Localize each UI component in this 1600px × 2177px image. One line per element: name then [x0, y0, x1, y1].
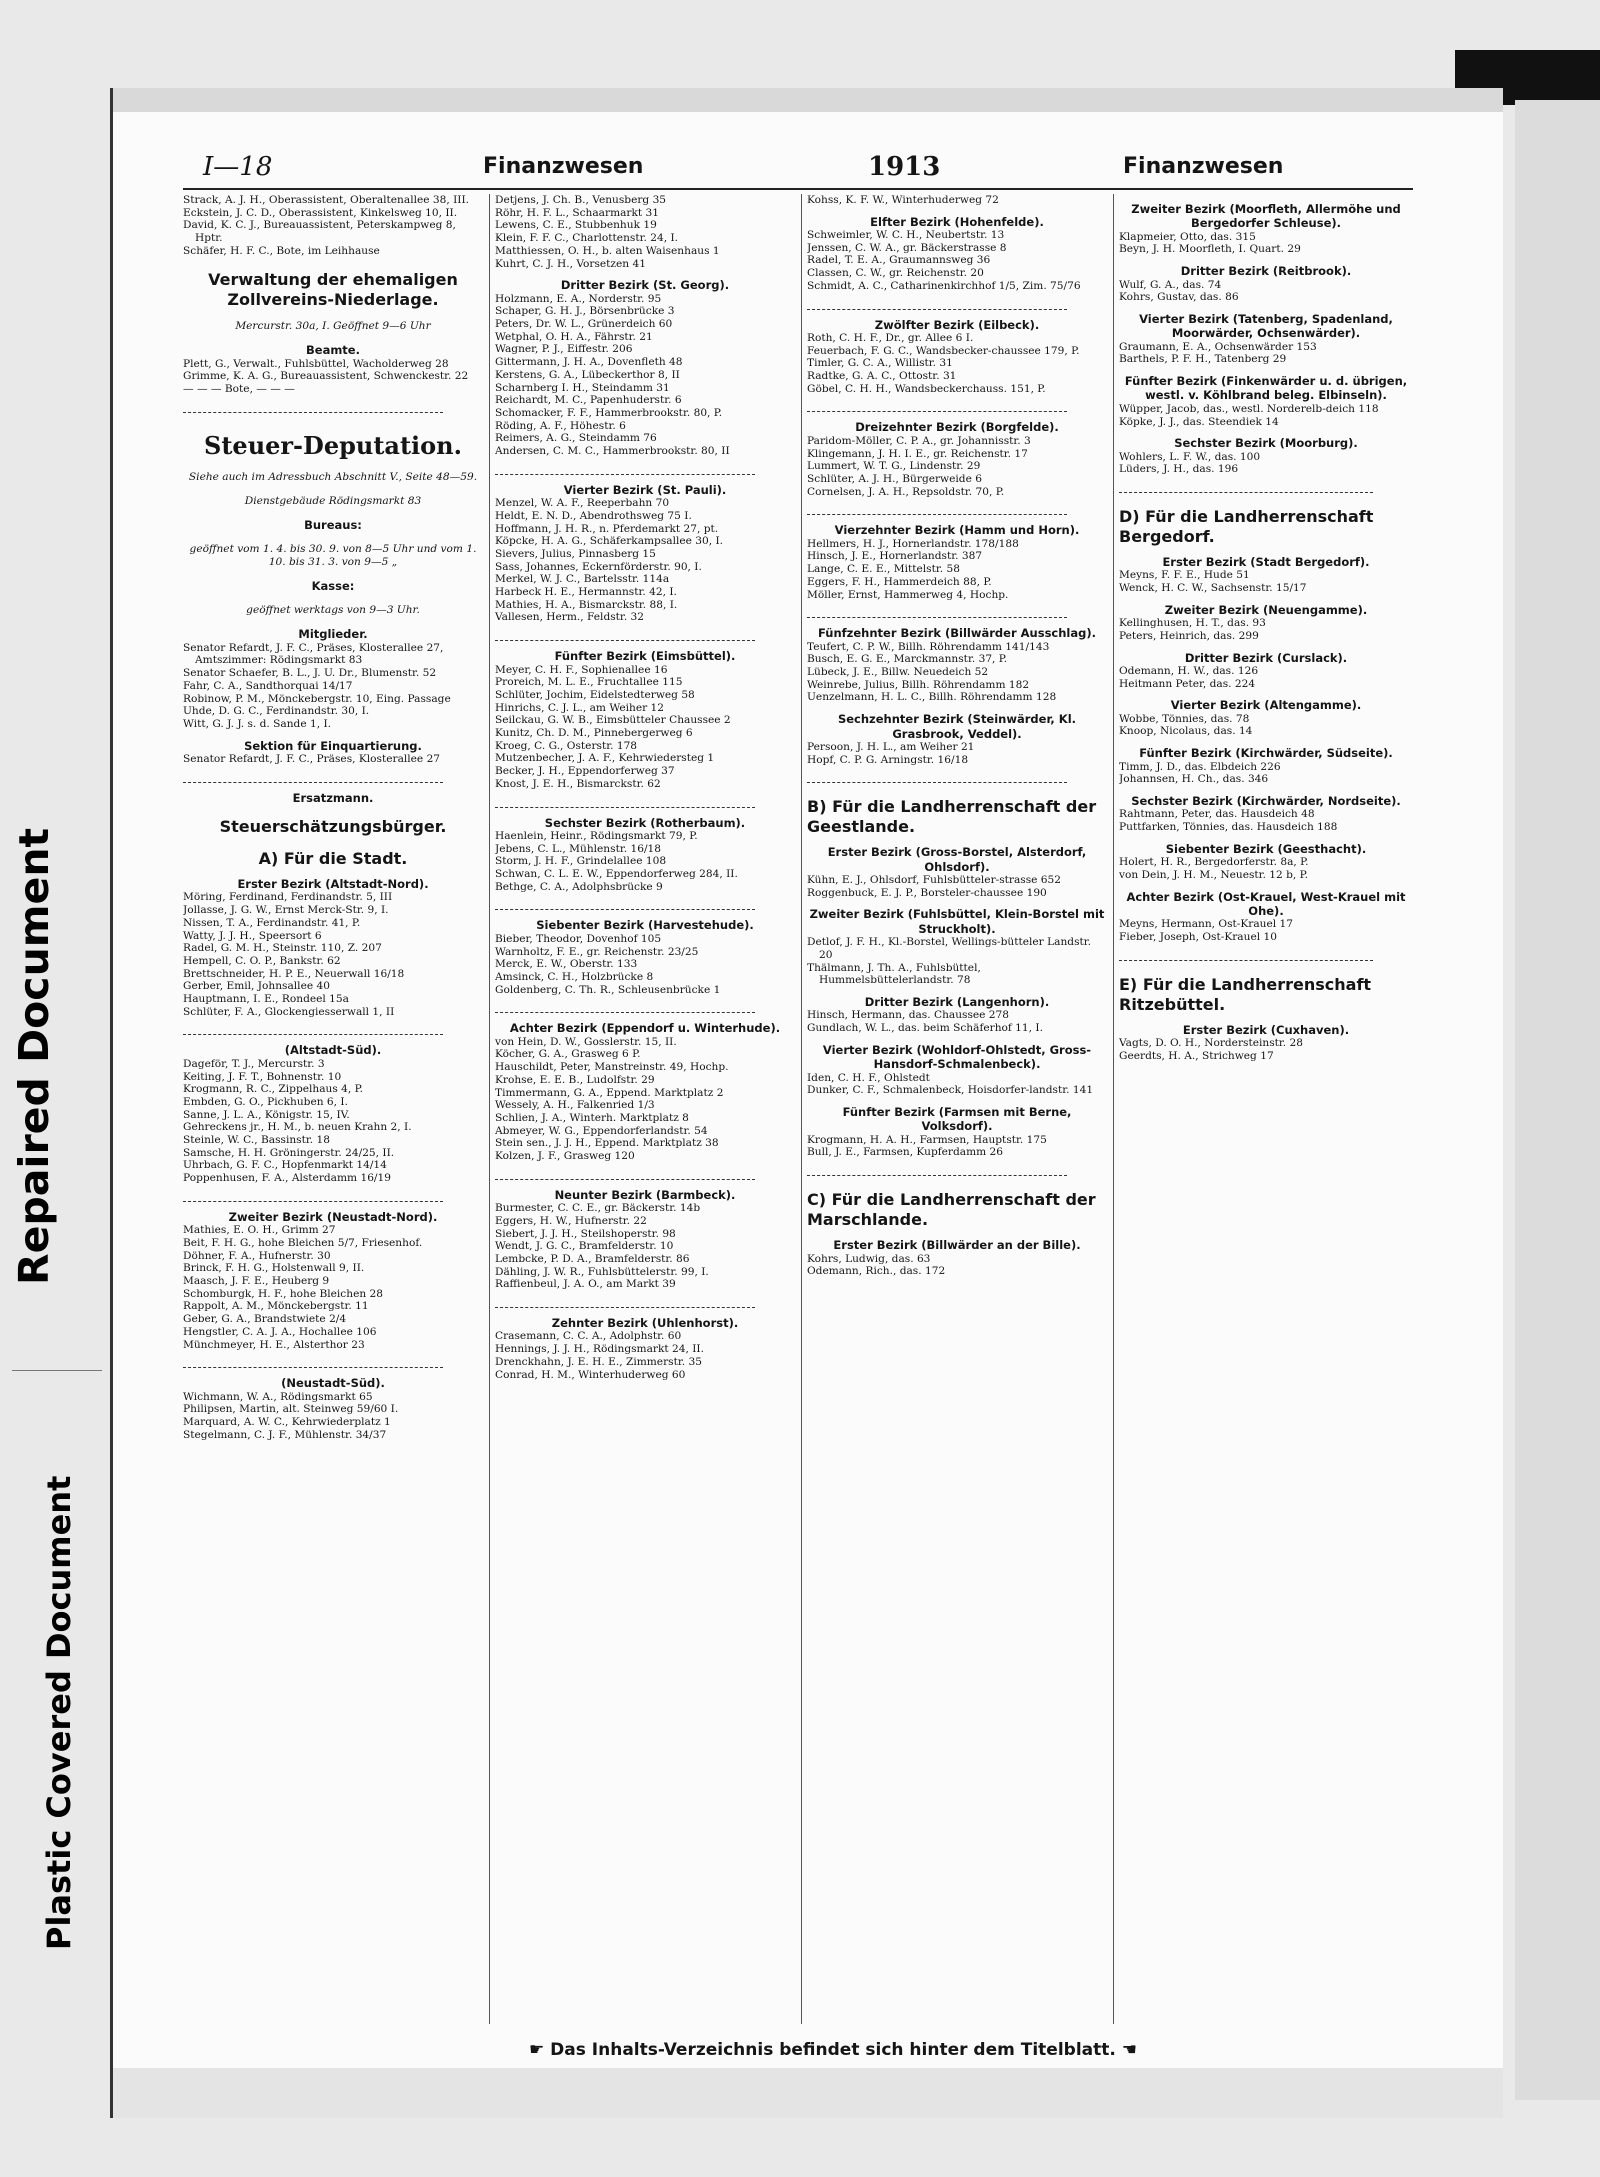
entry: Mathies, H. A., Bismarckstr. 88, I.: [495, 598, 678, 611]
entry: Keiting, J. F. T., Bohnenstr. 10: [183, 1070, 342, 1083]
entry: Sievers, Julius, Pinnasberg 15: [495, 547, 656, 560]
entry: Sass, Johannes, Eckernförderstr. 90, I.: [495, 560, 702, 573]
entry: Drenckhahn, J. E. H. E., Zimmerstr. 35: [495, 1355, 702, 1368]
entry: Beyn, J. H. Moorfleth, I. Quart. 29: [1119, 243, 1301, 256]
entry: Cornelsen, J. A. H., Repsoldstr. 70, P.: [807, 485, 1005, 498]
entry: Senator Refardt, J. F. C., Präses, Klosterallee 27: [183, 752, 441, 765]
entry: David, K. C. J., Bureauassistent, Peterskampweg 8, Hptr.: [183, 219, 456, 245]
district-heading: Vierter Bezirk (St. Pauli).: [563, 482, 727, 497]
entry: Wendt, J. G. C., Bramfelderstr. 10: [495, 1240, 674, 1253]
district-heading: Zweiter Bezirk (Moorfleth, Allermöhe und Bergedorfer Schleuse).: [1131, 202, 1401, 231]
entry: Köpke, J. J., das. Steendiek 14: [1119, 415, 1279, 428]
entry: Geber, G. A., Brandstwiete 2/4: [183, 1313, 347, 1326]
district-heading: Dritter Bezirk (Curslack).: [1184, 650, 1348, 665]
entry: Marquard, A. W. C., Kehrwiederplatz 1: [183, 1416, 391, 1429]
page-number: I—18: [203, 152, 273, 182]
entry: Matthiessen, O. H., b. alten Waisenhaus 1: [495, 244, 720, 257]
entry: Jebens, C. L., Mühlenstr. 16/18: [495, 842, 661, 855]
entry: Kroeg, C. G., Osterstr. 178: [495, 739, 638, 752]
column-3: [807, 194, 1107, 2024]
district-heading: Zehnter Bezirk (Uhlenhorst).: [551, 1316, 739, 1331]
entry: Münchmeyer, H. E., Alsterthor 23: [183, 1338, 365, 1351]
district-heading: Zweiter Bezirk (Neuengamme).: [1164, 602, 1368, 617]
entry: Johannsen, H. Ch., das. 346: [1119, 773, 1269, 786]
district-heading: Siebenter Bezirk (Geesthacht).: [1165, 841, 1367, 856]
page-year: 1913: [868, 152, 941, 182]
entry: Timmermann, G. A., Eppend. Marktplatz 2: [495, 1086, 724, 1099]
entry: Peters, Dr. W. L., Grünerdeich 60: [495, 318, 673, 330]
entry: Schäfer, H. F. C., Bote, im Leihhause: [183, 244, 380, 257]
entry: Embden, G. O., Pickhuben 6, I.: [183, 1095, 348, 1108]
district-heading: Erster Bezirk (Gross-Borstel, Alsterdorf, Ohlsdorf).: [827, 845, 1087, 874]
dash-separator: [183, 768, 443, 783]
entry: Gundlach, W. L., das. beim Schäferhof 11, I.: [807, 1022, 1043, 1035]
district-heading: Dritter Bezirk (Langenhorn).: [864, 995, 1050, 1010]
office-address: Dienstgebäude Rödingsmarkt 83: [244, 494, 422, 507]
dash-separator: [807, 1161, 1067, 1176]
subheading: Beamte.: [306, 343, 360, 358]
entry: Schmidt, A. C., Catharinenkirchhof 1/5, Zim. 75/76: [807, 279, 1081, 292]
entry: Bieber, Theodor, Dovenhof 105: [495, 932, 662, 945]
entry: Mathies, E. O. H., Grimm 27: [183, 1224, 336, 1237]
entry: Lummert, W. T. G., Lindenstr. 29: [807, 460, 981, 473]
entry: Köcher, G. A., Grasweg 6 P.: [495, 1048, 641, 1061]
dash-separator: [183, 1187, 443, 1202]
district-heading: Achter Bezirk (Eppendorf u. Winterhude).: [509, 1021, 781, 1036]
entry: Schaper, G. H. J., Börsenbrücke 3: [495, 305, 675, 318]
entry: von Dein, J. H. M., Neuestr. 12 b, P.: [1119, 868, 1309, 881]
entry: Detjens, J. Ch. B., Venusberg 35: [495, 194, 667, 206]
entry: Hinsch, Hermann, das. Chaussee 278: [807, 1009, 1010, 1022]
entry: Lembcke, P. D. A., Bramfelderstr. 86: [495, 1252, 690, 1265]
district-heading: Fünfter Bezirk (Farmsen mit Berne, Volksdorf).: [842, 1104, 1072, 1134]
entry: Maasch, J. F. E., Heuberg 9: [183, 1275, 330, 1288]
entry: Graumann, E. A., Ochsenwärder 153: [1119, 340, 1317, 353]
subheading: Ersatzmann.: [292, 790, 374, 805]
dash-separator: [495, 793, 755, 808]
district-heading: (Altstadt-Süd).: [284, 1043, 382, 1058]
dash-separator: [807, 500, 1067, 515]
district-heading: Fünfter Bezirk (Kirchwärder, Südseite).: [1139, 746, 1393, 761]
entry: Plett, G., Verwalt., Fuhlsbüttel, Wacholderweg 28: [183, 357, 449, 370]
section-heading: B) Für die Landherrenschaft der Geestlande.: [807, 797, 1097, 837]
district-heading: Dritter Bezirk (Reitbrook).: [1180, 264, 1352, 279]
entry: Poppenhusen, F. A., Alsterdamm 16/19: [183, 1172, 391, 1185]
entry: Merkel, W. J. C., Bartelsstr. 114a: [495, 573, 670, 586]
entry: Kunitz, Ch. D. M., Pinnebergerweg 6: [495, 727, 693, 740]
dash-separator: [807, 397, 1067, 412]
dash-separator: [495, 998, 755, 1013]
district-heading: Erster Bezirk (Stadt Bergedorf).: [1162, 555, 1370, 570]
section-title-left: Finanzwesen: [483, 154, 644, 179]
entry: — — — Bote, — — —: [183, 383, 295, 396]
entry: Nissen, T. A., Ferdinandstr. 41, P.: [183, 916, 361, 929]
entry: Schweimler, W. C. H., Neubertstr. 13: [807, 229, 1005, 242]
entry: Scharnberg I. H., Steindamm 31: [495, 381, 670, 394]
entry: Lübeck, J. E., Billw. Neuedeich 52: [807, 666, 989, 679]
district-heading: Vierzehnter Bezirk (Hamm und Horn).: [834, 523, 1080, 538]
office-hours: geöffnet werktags von 9—3 Uhr.: [246, 604, 420, 617]
district-heading: Zweiter Bezirk (Neustadt-Nord).: [228, 1209, 438, 1224]
entry: Weinrebe, Julius, Billh. Röhrendamm 182: [807, 678, 1030, 691]
entry: Knoop, Nicolaus, das. 14: [1119, 725, 1253, 738]
entry: Fieber, Joseph, Ost-Krauel 10: [1119, 930, 1277, 943]
entry: Klingemann, J. H. I. E., gr. Reichenstr. 17: [807, 447, 1028, 460]
reference-note: Siehe auch im Adressbuch Abschnitt V., Seite 48—59.: [188, 471, 478, 484]
entry: Witt, G. J. J. s. d. Sande 1, I.: [183, 717, 332, 730]
entry: Bull, J. E., Farmsen, Kupferdamm 26: [807, 1146, 1004, 1159]
entry: Philipsen, Martin, alt. Steinweg 59/60 I.: [183, 1403, 399, 1416]
entry: Krogmann, H. A. H., Farmsen, Hauptstr. 175: [807, 1133, 1047, 1146]
entry: Klein, F. F. C., Charlottenstr. 24, I.: [495, 232, 678, 245]
entry: Goldenberg, C. Th. R., Schleusenbrücke 1: [495, 983, 721, 996]
dash-separator: [1119, 478, 1373, 493]
entry: Meyns, F. F. E., Hude 51: [1119, 569, 1250, 582]
entry: Schomburgk, H. F., hohe Bleichen 28: [183, 1287, 384, 1300]
side-label-divider: [12, 1370, 102, 1371]
district-heading: Erster Bezirk (Billwärder an der Bille).: [833, 1238, 1081, 1253]
entry: Gittermann, J. H. A., Dovenfleth 48: [495, 356, 683, 369]
entry: Hennings, J. J. H., Rödingsmarkt 24, II.: [495, 1343, 704, 1356]
entry: Wohlers, L. F. W., das. 100: [1119, 450, 1261, 463]
entry: Wichmann, W. A., Rödingsmarkt 65: [183, 1390, 373, 1403]
entry: Hempell, C. O. P., Bankstr. 62: [183, 954, 341, 967]
entry: Röhr, H. F. L., Schaarmarkt 31: [495, 206, 660, 219]
entry: Eggers, F. H., Hammerdeich 88, P.: [807, 575, 992, 588]
subheading: Bureaus:: [304, 518, 362, 533]
entry: Köpcke, H. A. G., Schäferkampsallee 30, I.: [495, 535, 724, 548]
entry: Amsinck, C. H., Holzbrücke 8: [495, 970, 654, 983]
entry: Jenssen, C. W. A., gr. Bäckerstrasse 8: [807, 241, 1007, 254]
entry: Wobbe, Tönnies, das. 78: [1119, 712, 1250, 725]
entry: Hauschildt, Peter, Manstreinstr. 49, Hochp.: [495, 1061, 729, 1074]
entry: Reichardt, M. C., Papenhuderstr. 6: [495, 394, 682, 407]
repaired-document-label: Repaired Document: [10, 827, 58, 1285]
entry: Kohrs, Ludwig, das. 63: [807, 1252, 931, 1265]
entry: Lange, C. E. E., Mittelstr. 58: [807, 563, 960, 576]
dash-separator: [807, 295, 1067, 310]
entry: Peters, Heinrich, das. 299: [1119, 629, 1259, 642]
index-note: ☛ Das Inhalts-Verzeichnis befindet sich hinter dem Titelblatt. ☚: [529, 2040, 1137, 2060]
entry: Lüders, J. H., das. 196: [1119, 463, 1239, 476]
district-heading: Zweiter Bezirk (Fuhlsbüttel, Klein-Borstel mit Struckholt).: [809, 907, 1105, 936]
entry: Gehreckens jr., H. M., b. neuen Krahn 2, I.: [183, 1121, 412, 1134]
scan-right-strip: [1515, 100, 1600, 2100]
district-heading: Vierter Bezirk (Tatenberg, Spadenland, Moorwärder, Ochsenwärder).: [1139, 311, 1393, 341]
entry: Roth, C. H. F., Dr., gr. Allee 6 I.: [807, 331, 974, 344]
entry: Jollasse, J. G. W., Ernst Merck-Str. 9, I.: [183, 904, 389, 917]
entry: Burmester, C. C. E., gr. Bäckerstr. 14b: [495, 1202, 701, 1215]
district-heading: Erster Bezirk (Cuxhaven).: [1182, 1022, 1350, 1037]
entry: Vallesen, Herm., Feldstr. 32: [495, 611, 645, 624]
district-heading: Dreizehnter Bezirk (Borgfelde).: [855, 420, 1059, 435]
section-heading: E) Für die Landherrenschaft Ritzebüttel.: [1119, 974, 1372, 1014]
entry: Brettschneider, H. P. E., Neuerwall 16/18: [183, 967, 405, 980]
entry: Steinle, W. C., Bassinstr. 18: [183, 1134, 330, 1147]
entry: Kohrs, Gustav, das. 86: [1119, 291, 1239, 304]
entry: Sanne, J. L. A., Königstr. 15, IV.: [183, 1108, 350, 1121]
entry: Strack, A. J. H., Oberassistent, Oberaltenallee 38, III.: [183, 194, 470, 206]
column-4: [1119, 194, 1413, 2024]
entry: Gerber, Emil, Johnsallee 40: [183, 980, 330, 993]
entry: Senator Schaefer, B. L., J. U. Dr., Blumenstr. 52: [183, 667, 437, 680]
entry: Iden, C. H. F., Ohlstedt: [807, 1071, 930, 1084]
entry: Schlüter, Jochim, Eidelstedterweg 58: [495, 688, 695, 701]
entry: Fahr, C. A., Sandthorquai 14/17: [183, 679, 353, 692]
column-1: [183, 194, 483, 2024]
district-heading: (Neustadt-Süd).: [281, 1376, 385, 1391]
entry: Meyns, Hermann, Ost-Krauel 17: [1119, 918, 1293, 931]
district-heading: Sechzehnter Bezirk (Steinwärder, Kl. Grasbrook, Veddel).: [837, 712, 1077, 741]
district-heading: Sechster Bezirk (Moorburg).: [1174, 436, 1358, 451]
entry: Radtke, G. A. C., Ottostr. 31: [807, 370, 957, 383]
entry: Persoon, J. H. L., am Weiher 21: [807, 740, 975, 753]
district-heading: Erster Bezirk (Altstadt-Nord).: [237, 877, 429, 892]
entry: Paridom-Möller, C. P. A., gr. Johannisstr. 3: [807, 434, 1031, 447]
office-hours: Mercurstr. 30a, I. Geöffnet 9—6 Uhr: [235, 320, 431, 333]
dash-separator: [183, 1020, 443, 1035]
dash-separator: [183, 398, 443, 413]
entry: Raffienbeul, J. A. O., am Markt 39: [495, 1278, 676, 1291]
entry: Röding, A. F., Höhestr. 6: [495, 419, 626, 432]
district-heading: Fünfzehnter Bezirk (Billwärder Ausschlag).: [818, 626, 1096, 641]
district-heading: Sechster Bezirk (Kirchwärder, Nordseite).: [1131, 793, 1401, 808]
dash-separator: [807, 768, 1067, 783]
section-heading: C) Für die Landherrenschaft der Marschlande.: [807, 1190, 1096, 1230]
entry: Wagner, P. J., Eiffestr. 206: [495, 343, 633, 356]
entry: Conrad, H. M., Winterhuderweg 60: [495, 1368, 686, 1381]
entry: Möller, Ernst, Hammerweg 4, Hochp.: [807, 588, 1009, 601]
entry: Becker, J. H., Eppendorferweg 37: [495, 765, 675, 778]
entry: Kühn, E. J., Ohlsdorf, Fuhlsbütteler-strasse 652: [807, 874, 1062, 887]
entry: Kolzen, J. F., Grasweg 120: [495, 1150, 635, 1163]
district-heading: Vierter Bezirk (Altengamme).: [1170, 698, 1362, 713]
entry: Menzel, W. A. F., Reeperbahn 70: [495, 497, 670, 510]
entry: Hinrichs, C. J. L., am Weiher 12: [495, 701, 665, 714]
entry: Timler, G. C. A., Willistr. 31: [807, 357, 953, 370]
entry: Feuerbach, F. G. C., Wandsbecker-chaussee 179, P.: [807, 344, 1080, 357]
dash-separator: [183, 1353, 443, 1368]
plastic-covered-label: Plastic Covered Document: [40, 1475, 78, 1950]
entry: Hauptmann, I. E., Rondeel 15a: [183, 993, 349, 1006]
entry: Harbeck H. E., Hermannstr. 42, I.: [495, 586, 677, 599]
entry: Uenzelmann, H. L. C., Billh. Röhrendamm 128: [807, 691, 1057, 704]
entry: Wulf, G. A., das. 74: [1119, 278, 1222, 291]
entry: Dunker, C. F., Schmalenbeck, Hoisdorfer-landstr. 141: [807, 1084, 1094, 1097]
entry: Uhrbach, G. F. C., Hopfenmarkt 14/14: [183, 1159, 387, 1172]
entry: Haenlein, Heinr., Rödingsmarkt 79, P.: [495, 829, 698, 842]
entry: Möring, Ferdinand, Ferdinandstr. 5, III: [183, 891, 393, 904]
district-heading: Zwölfter Bezirk (Eilbeck).: [874, 317, 1040, 332]
entry: von Hein, D. W., Gosslerstr. 15, II.: [495, 1035, 677, 1048]
district-heading: Siebenter Bezirk (Harvestehude).: [536, 918, 754, 933]
entry: Krogmann, R. C., Zippelhaus 4, P.: [183, 1083, 363, 1096]
entry: Teufert, C. P. W., Billh. Röhrendamm 141/143: [807, 640, 1050, 653]
office-hours: geöffnet vom 1. 4. bis 30. 9. von 8—5 Uhr und vom 1. 10. bis 31. 3. von 9—5 „: [189, 543, 477, 568]
district-heading: Neunter Bezirk (Barmbeck).: [554, 1187, 736, 1202]
entry: Dageför, T. J., Mercurstr. 3: [183, 1057, 325, 1070]
subheading: Mitglieder.: [298, 627, 368, 642]
entry: Mutzenbecher, J. A. F., Kehrwiedersteg 1: [495, 752, 715, 765]
entry: Hopf, C. P. G. Arningstr. 16/18: [807, 753, 969, 766]
entry: Knost, J. E. H., Bismarckstr. 62: [495, 777, 661, 790]
entry: Merck, E. W., Oberstr. 133: [495, 958, 638, 971]
district-heading: Fünfter Bezirk (Finkenwärder u. d. übrigen, westl. v. Köhlbrand beleg. Elbinseln).: [1124, 374, 1408, 403]
entry: Reimers, A. G., Steindamm 76: [495, 432, 657, 445]
entry: Lewens, C. E., Stubbenhuk 19: [495, 219, 657, 232]
entry: Busch, E. G. E., Marckmannstr. 37, P.: [807, 653, 1008, 666]
entry: Heldt, E. N. D., Abendrothsweg 75 I.: [495, 509, 692, 522]
entry: Stegelmann, C. J. F., Mühlenstr. 34/37: [183, 1428, 387, 1441]
entry: Radel, T. E. A., Graumannsweg 36: [807, 254, 991, 267]
dash-separator: [495, 626, 755, 641]
entry: Samsche, H. H. Gröningerstr. 24/25, II.: [183, 1146, 395, 1159]
entry: Beit, F. H. G., hohe Bleichen 5/7, Friesenhof.: [183, 1236, 423, 1249]
section-heading: A) Für die Stadt.: [258, 849, 408, 869]
section-title-right: Finanzwesen: [1123, 154, 1284, 179]
entry: Abmeyer, W. G., Eppendorferlandstr. 54: [495, 1124, 708, 1137]
entry: Bethge, C. A., Adolphsbrücke 9: [495, 880, 663, 893]
entry: Kuhrt, C. J. H., Vorsetzen 41: [495, 257, 646, 270]
entry: Wenck, H. C. W., Sachsenstr. 15/17: [1119, 582, 1307, 595]
entry: Krohse, E. E. B., Ludolfstr. 29: [495, 1073, 655, 1086]
entry: Barthels, P. F. H., Tatenberg 29: [1119, 353, 1287, 366]
dash-separator: [495, 895, 755, 910]
directory-columns: [183, 194, 1413, 2024]
entry: Rahtmann, Peter, das. Hausdeich 48: [1119, 808, 1315, 821]
entry: Schlüter, F. A., Glockengiesserwall 1, II: [183, 1005, 395, 1018]
entry: Robinow, P. M., Mönckebergstr. 10, Eing. Passage: [183, 692, 451, 705]
entry: Klapmeier, Otto, das. 315: [1119, 230, 1256, 243]
entry: Storm, J. H. F., Grindelallee 108: [495, 855, 667, 868]
dash-separator: [1119, 946, 1373, 961]
entry: Seilckau, G. W. B., Eimsbütteler Chaussee 2: [495, 714, 731, 727]
subheading: Sektion für Einquartierung.: [244, 738, 422, 753]
entry: Eggers, H. W., Hufnerstr. 22: [495, 1214, 647, 1227]
subheading: Kasse:: [311, 579, 355, 594]
entry: Dähling, J. W. R., Fuhlsbüttelerstr. 99, I.: [495, 1265, 709, 1278]
page-header: [203, 152, 1383, 184]
entry: Schlüter, A. J. H., Bürgerweide 6: [807, 472, 982, 485]
entry: Stein sen., J. J. H., Eppend. Marktplatz 38: [495, 1137, 719, 1150]
entry: Vagts, D. O. H., Nordersteinstr. 28: [1119, 1037, 1304, 1050]
entry: Holert, H. R., Bergedorferstr. 8a, P.: [1119, 856, 1309, 869]
entry: Rappolt, A. M., Mönckebergstr. 11: [183, 1300, 369, 1313]
entry: Döhner, F. A., Hufnerstr. 30: [183, 1249, 331, 1262]
entry: Wetphal, O. H. A., Fährstr. 21: [495, 330, 653, 343]
district-heading: Vierter Bezirk (Wohldorf-Ohlstedt, Gross-Hansdorf-Schmalenbeck).: [822, 1042, 1092, 1072]
dash-separator: [495, 460, 755, 475]
entry: Odemann, Rich., das. 172: [807, 1265, 946, 1278]
entry: Andersen, C. M. C., Hammerbrookstr. 80, II: [495, 445, 730, 458]
entry: Schwan, C. L. E. W., Eppendorferweg 284, II.: [495, 868, 738, 881]
entry: Senator Refardt, J. F. C., Präses, Klosterallee 27, Amtszimmer: Rödingsmarkt 83: [183, 641, 444, 667]
entry: Classen, C. W., gr. Reichenstr. 20: [807, 267, 984, 280]
entry: Timm, J. D., das. Elbdeich 226: [1119, 760, 1281, 773]
entry: Kohss, K. F. W., Winterhuderweg 72: [807, 194, 999, 206]
document-page: [110, 88, 1503, 2118]
entry: Detlof, J. F. H., Kl.-Borstel, Wellings-bütteler Landstr. 20: [807, 936, 1092, 961]
entry: Warnholtz, F. E., gr. Reichenstr. 23/25: [495, 945, 699, 958]
district-heading: Dritter Bezirk (St. Georg).: [560, 278, 730, 293]
entry: Brinck, F. H. G., Holstenwall 9, II.: [183, 1262, 365, 1275]
column-2: [495, 194, 795, 2024]
entry: Hengstler, C. A. J. A., Hochallee 106: [183, 1325, 377, 1338]
entry: Geerdts, H. A., Strichweg 17: [1119, 1049, 1274, 1062]
section-heading: Verwaltung der ehemaligen Zollvereins-Niederlage.: [208, 269, 458, 309]
dash-separator: [495, 1165, 755, 1180]
section-heading: Steuerschätzungsbürger.: [219, 817, 447, 837]
entry: Hoffmann, J. H. R., n. Pferdemarkt 27, pt.: [495, 522, 719, 535]
entry: Siebert, J. J. H., Steilshoperstr. 98: [495, 1227, 676, 1240]
entry: Holzmann, E. A., Norderstr. 95: [495, 292, 662, 305]
district-heading: Achter Bezirk (Ost-Krauel, West-Krauel mit Ohe).: [1126, 889, 1406, 918]
entry: Thälmann, J. Th. A., Fuhlsbüttel, Hummelsbüttelerlandstr. 78: [807, 961, 981, 987]
dash-separator: [807, 603, 1067, 618]
district-heading: Sechster Bezirk (Rotherbaum).: [544, 815, 746, 830]
entry: Radel, G. M. H., Steinstr. 110, Z. 207: [183, 942, 382, 955]
entry: Kerstens, G. A., Lübeckerthor 8, II: [495, 368, 680, 381]
entry: Schomacker, F. F., Hammerbrookstr. 80, P.: [495, 406, 723, 419]
entry: Watty, J. J. H., Speersort 6: [183, 929, 322, 942]
entry: Schlien, J. A., Winterh. Marktplatz 8: [495, 1111, 689, 1124]
entry: Heitmann Peter, das. 224: [1119, 677, 1256, 690]
header-rule: [183, 188, 1413, 190]
section-heading: Steuer-Deputation.: [204, 430, 462, 460]
entry: Eckstein, J. C. D., Oberassistent, Kinkelsweg 10, II.: [183, 206, 458, 219]
entry: Proreich, M. L. E., Fruchtallee 115: [495, 676, 683, 689]
entry: Kellinghusen, H. T., das. 93: [1119, 617, 1266, 630]
entry: Roggenbuck, E. J. P., Borsteler-chaussee 190: [807, 886, 1047, 899]
entry: Wessely, A. H., Falkenried 1/3: [495, 1099, 655, 1112]
entry: Puttfarken, Tönnies, das. Hausdeich 188: [1119, 821, 1338, 834]
entry: Hellmers, H. J., Hornerlandstr. 178/188: [807, 537, 1019, 550]
entry: Crasemann, C. C. A., Adolphstr. 60: [495, 1330, 682, 1343]
entry: Grimme, K. A. G., Bureauassistent, Schwenckestr. 22: [183, 370, 469, 383]
entry: Hinsch, J. E., Hornerlandstr. 387: [807, 550, 983, 563]
entry: Odemann, H. W., das. 126: [1119, 664, 1259, 677]
entry: Wüpper, Jacob, das., westl. Norderelb-deich 118: [1119, 402, 1379, 415]
dash-separator: [495, 1293, 755, 1308]
section-heading: D) Für die Landherrenschaft Bergedorf.: [1119, 507, 1374, 547]
entry: Meyer, C. H. F., Sophienallee 16: [495, 663, 668, 676]
district-heading: Elfter Bezirk (Hohenfelde).: [870, 214, 1044, 229]
entry: Uhde, D. G. C., Ferdinandstr. 30, I.: [183, 705, 370, 718]
entry: Göbel, C. H. H., Wandsbeckerchauss. 151, P.: [807, 382, 1046, 395]
district-heading: Fünfter Bezirk (Eimsbüttel).: [554, 649, 736, 664]
